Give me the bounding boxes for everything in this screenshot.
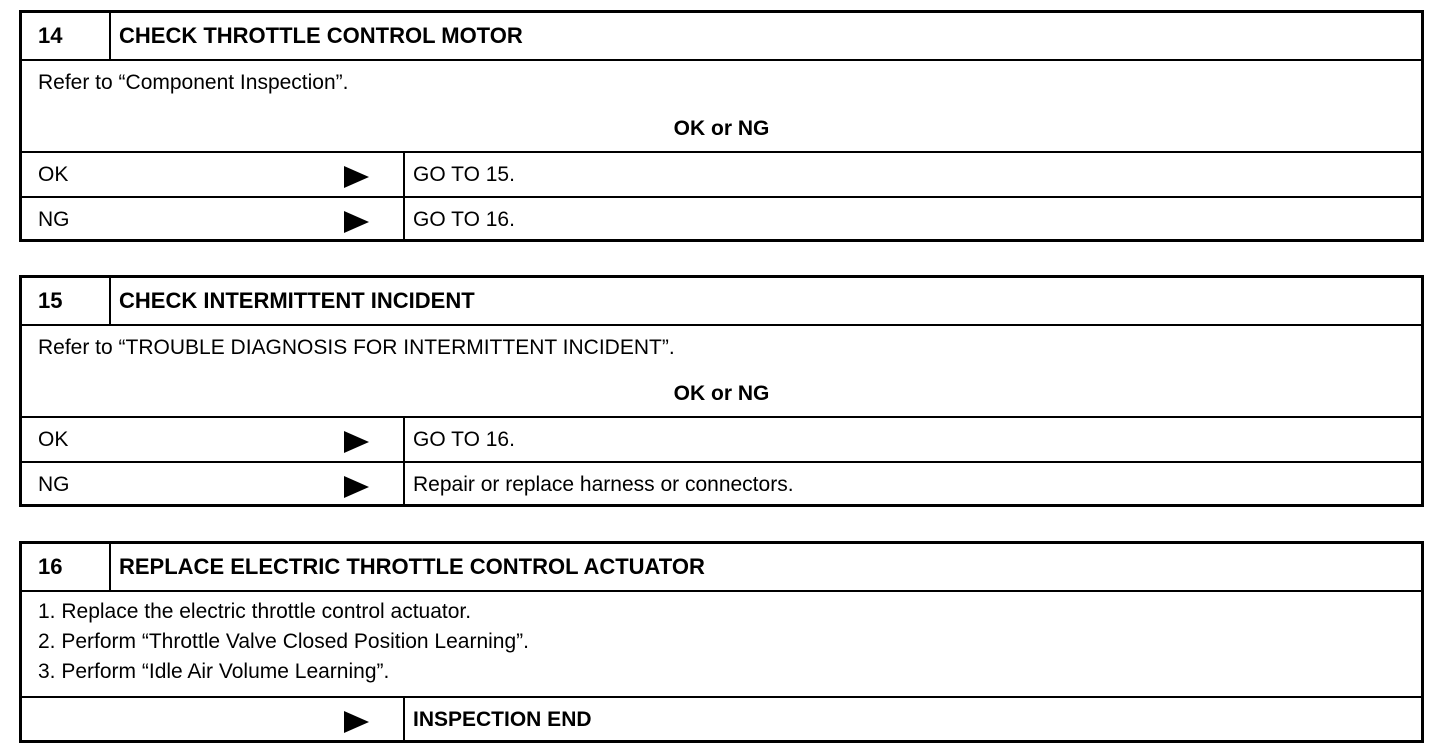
step-14 <box>19 10 1424 242</box>
body-line: 1. Replace the electric throttle control actuator. <box>38 600 472 623</box>
body-line: Refer to “Component Inspection”. <box>38 71 349 94</box>
result-label: NG <box>38 473 70 496</box>
step-title: CHECK INTERMITTENT INCIDENT <box>119 288 475 313</box>
result-row-ok <box>22 418 1421 463</box>
decision-label: OK or NG <box>673 382 770 405</box>
right-arrow-icon <box>344 711 369 733</box>
result-row-end <box>22 698 1421 742</box>
body-line: 3. Perform “Idle Air Volume Learning”. <box>38 660 390 683</box>
step-body <box>22 592 1421 698</box>
step-header <box>22 544 1421 592</box>
right-arrow-icon <box>344 166 369 188</box>
step-header <box>22 278 1421 326</box>
step-number: 16 <box>22 544 111 590</box>
result-action: GO TO 16. <box>403 418 1424 461</box>
result-label: OK <box>38 428 69 451</box>
result-action: Repair or replace harness or connectors. <box>403 463 1424 507</box>
decision-label: OK or NG <box>673 117 770 140</box>
result-row-ng <box>22 198 1421 242</box>
step-header <box>22 13 1421 61</box>
step-title: REPLACE ELECTRIC THROTTLE CONTROL ACTUATOR <box>119 554 705 579</box>
step-15 <box>19 275 1424 507</box>
body-line: 2. Perform “Throttle Valve Closed Position Learning”. <box>38 630 529 653</box>
step-number: 15 <box>22 278 111 324</box>
step-title: CHECK THROTTLE CONTROL MOTOR <box>119 23 523 48</box>
result-row-ok <box>22 153 1421 198</box>
result-label: OK <box>38 163 69 186</box>
result-action: GO TO 16. <box>403 198 1424 242</box>
step-number: 14 <box>22 13 111 59</box>
step-body <box>22 326 1421 418</box>
right-arrow-icon <box>344 211 369 233</box>
body-line: Refer to “TROUBLE DIAGNOSIS FOR INTERMITTENT INCIDENT”. <box>38 336 675 359</box>
step-16 <box>19 541 1424 743</box>
right-arrow-icon <box>344 476 369 498</box>
result-action: GO TO 15. <box>403 153 1424 196</box>
step-body <box>22 61 1421 153</box>
right-arrow-icon <box>344 431 369 453</box>
result-action: INSPECTION END <box>403 698 1424 742</box>
result-row-ng <box>22 463 1421 507</box>
result-label: NG <box>38 208 70 231</box>
